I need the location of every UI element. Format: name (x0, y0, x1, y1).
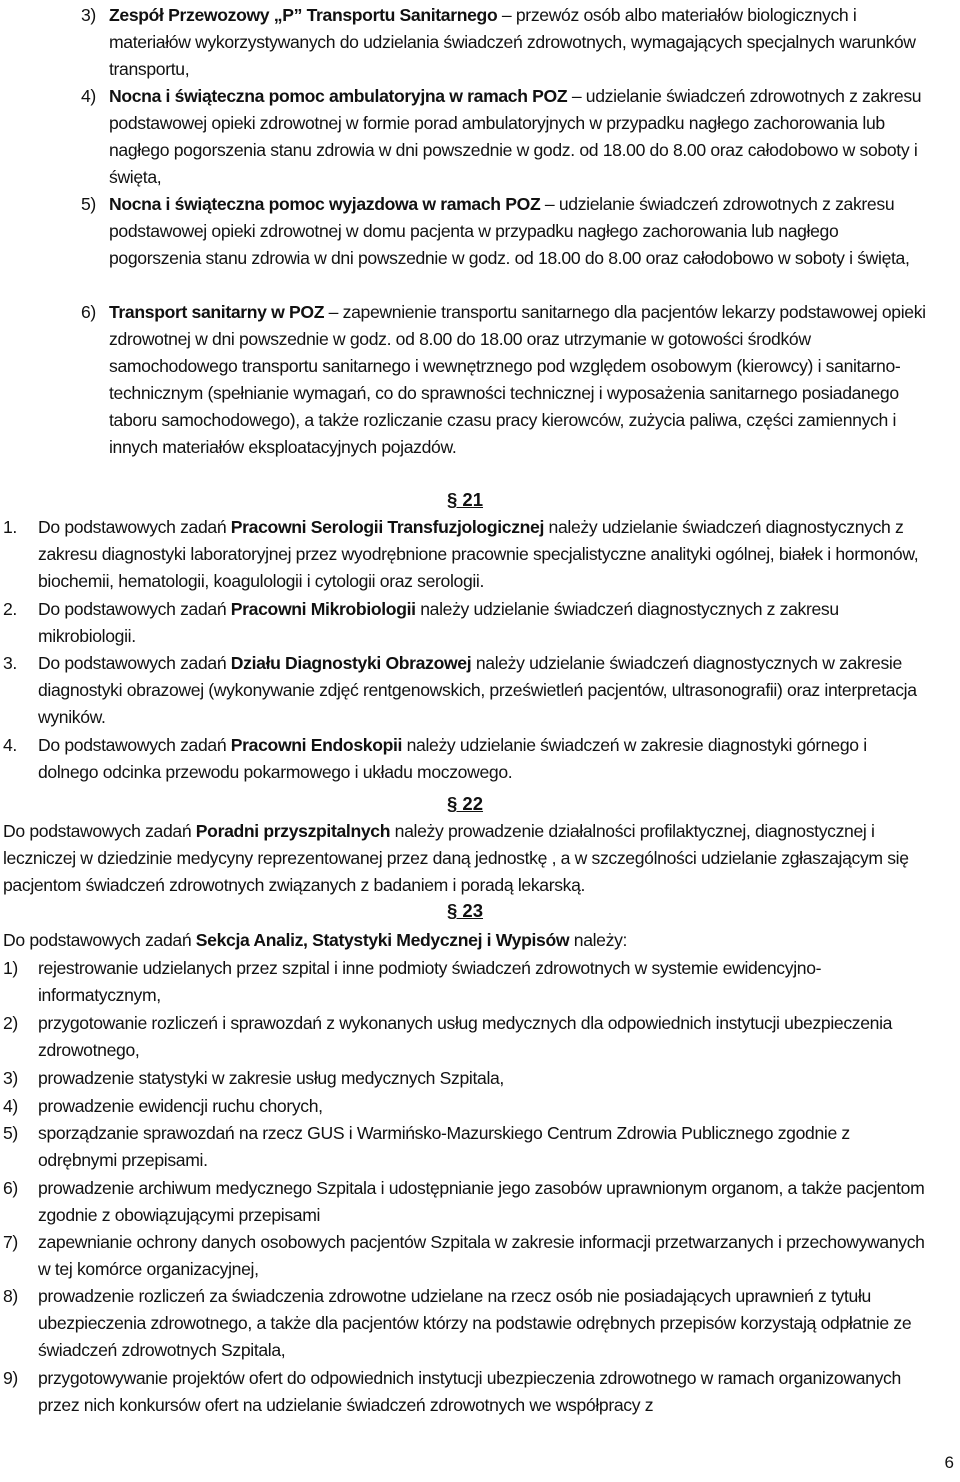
bold-term: Działu Diagnostyki Obrazowej (230, 653, 472, 673)
section-22-paragraph (3, 818, 930, 899)
paragraph-text (3, 927, 930, 954)
list-item (37, 83, 929, 191)
item-number: 5) (81, 194, 96, 214)
item-number: 9) (3, 1368, 18, 1388)
text-run: sporządzanie sprawozdań na rzecz GUS i Warmińsko-Mazurskiego Centrum Zdrowia Publicznego zgodnie z odrębnymi przepisami. (38, 1123, 850, 1171)
item-text (38, 1010, 930, 1064)
item-text (38, 955, 930, 1009)
list-item (3, 1093, 930, 1120)
item-number: 2) (3, 1013, 18, 1033)
list-item (3, 1229, 930, 1283)
list-item (3, 1283, 930, 1364)
text-run: przygotowanie rozliczeń i sprawozdań z wykonanych usług medycznych dla odpowiednich instytucji ubezpieczenia zdrowotnego, (38, 1013, 893, 1061)
item-text (38, 1093, 930, 1120)
item-text (38, 596, 930, 650)
list-item (3, 1010, 930, 1064)
page-number: 6 (944, 1453, 954, 1472)
text-run: rejestrowanie udzielanych przez szpital i inne podmioty świadczeń zdrowotnych w systemie ewidencyjno-informatycznym, (38, 958, 822, 1006)
text-run: prowadzenie statystyki w zakresie usług medycznych Szpitala, (38, 1068, 504, 1088)
item-text (38, 650, 930, 731)
item-text (38, 1365, 930, 1419)
text-run: – przewóz osób albo materiałów biologicznych i materiałów wykorzystywanych do udzielania świadczeń zdrowotnych, wymagających specjalnych warunków transportu, (109, 5, 916, 80)
list-item (3, 955, 930, 1009)
bold-term: Nocna i świąteczna pomoc wyjazdowa w ramach POZ (109, 194, 541, 214)
bold-term: Pracowni Serologii Transfuzjologicznej (230, 517, 545, 537)
section-heading-21: § 21 (447, 489, 484, 510)
text-run: należy: (569, 930, 628, 950)
paragraph-text (3, 818, 930, 899)
item-number: 6) (81, 302, 96, 322)
text-run: – udzielanie świadczeń zdrowotnych z zakresu podstawowej opieki zdrowotnej w domu pacjenta w przypadku nagłego zachorowania lub nagłego pogorszenia stanu zdrowia w dni powszednie w godz. od 18.00 do 8.00 oraz całodobowo w soboty i święta, (109, 194, 910, 269)
list-item (37, 299, 929, 462)
text-run: należy prowadzenie działalności profilaktycznej, diagnostycznej i leczniczej w dziedzinie medycyny reprezentowanej przez daną jednostkę , a w szczególności udzielanie zgłaszającym się pacjentom świadczeń zdrowotnych związanych z badaniem i poradą lekarską. (3, 821, 909, 896)
text-run: przygotowywanie projektów ofert do odpowiednich instytucji ubezpieczenia zdrowotnego w ramach organizowanych przez nich konkursów ofert na udzielanie świadczeń zdrowotnych we współpracy z (38, 1368, 901, 1416)
item-number: 4. (3, 735, 17, 755)
list-item (3, 650, 930, 731)
bold-term: Pracowni Mikrobiologii (230, 599, 416, 619)
text-run: Do podstawowych zadań (38, 517, 231, 537)
text-run: Do podstawowych zadań (38, 653, 231, 673)
section-heading-22: § 22 (447, 793, 484, 814)
text-run: prowadzenie ewidencji ruchu chorych, (38, 1096, 323, 1116)
item-text (38, 1065, 930, 1092)
bold-term: Sekcja Analiz, Statystyki Medycznej i Wypisów (195, 930, 570, 950)
section-23-intro (3, 927, 930, 954)
bold-term: Zespół Przewozowy „P” Transportu Sanitarnego (109, 5, 498, 25)
text-run: – udzielanie świadczeń zdrowotnych z zakresu podstawowej opieki zdrowotnej w formie porad ambulatoryjnych w przypadku nagłego zachorowania lub nagłego pogorszenia stanu zdrowia w dni powszednie w godz. od 18.00 do 8.00 oraz całodobowo w soboty i święta, (109, 86, 922, 188)
item-number: 4) (3, 1096, 18, 1116)
text-run: należy udzielanie świadczeń diagnostycznych w zakresie diagnostyki obrazowej (wykonywanie zdjęć rentgenowskich, prześwietleń pacjentów, ultrasonografii) oraz interpretacja wyników. (38, 653, 917, 728)
list-item (3, 1065, 930, 1092)
item-text (109, 2, 929, 83)
item-text (109, 191, 929, 272)
text-run: należy udzielanie świadczeń w zakresie diagnostyki górnego i dolnego odcinka przewodu pokarmowego i układu moczowego. (38, 735, 867, 783)
text-run: należy udzielanie świadczeń diagnostycznych z zakresu diagnostyki laboratoryjnej przez wyodrębnione pracownie specjalistyczne analityki ogólnej, białek i hormonów, biochemii, hematologii, koagulologii i cytologii oraz serologii. (38, 517, 919, 592)
item-number: 7) (3, 1232, 18, 1252)
item-text (38, 1229, 930, 1283)
list-item (37, 2, 929, 83)
item-number: 1. (3, 517, 17, 537)
text-run: prowadzenie rozliczeń za świadczenia zdrowotne udzielane na rzecz osób nie posiadających uprawnień z tytułu ubezpieczenia zdrowotnego, a także dla pacjentów którzy na podstawie odrębnych przepisów korzystają odpłatnie ze świadczeń zdrowotnych Szpitala, (38, 1286, 912, 1361)
item-text (38, 1175, 930, 1229)
item-text (109, 83, 929, 191)
text-run: należy udzielanie świadczeń diagnostycznych z zakresu mikrobiologii. (38, 599, 839, 647)
item-text (38, 514, 930, 595)
text-run: – zapewnienie transportu sanitarnego dla pacjentów lekarzy podstawowej opieki zdrowotnej w dni powszednie w godz. od 8.00 do 18.00 oraz utrzymanie w gotowości środków samochodowego transportu sanitarnego i wewnętrznego pod względem osobowym (kierowcy) i sanitarno-technicznym (spełnianie wymagań, co do sprawności technicznej i wyposażenia sanitarnego posiadanego taboru samochodowego), a także rozliczanie czasu pracy kierowców, zużycia paliwa, części zamiennych i innych materiałów eksploatacyjnych pojazdów. (109, 302, 926, 458)
item-number: 3. (3, 653, 17, 673)
list-item (3, 596, 930, 650)
item-text (38, 732, 930, 786)
item-text (38, 1283, 930, 1364)
list-item (37, 191, 929, 272)
list-item (3, 1175, 930, 1229)
bold-term: Transport sanitarny w POZ (109, 302, 325, 322)
item-number: 6) (3, 1178, 18, 1198)
item-number: 1) (3, 958, 18, 978)
item-number: 4) (81, 86, 96, 106)
list-item (3, 732, 930, 786)
text-run: Do podstawowych zadań (3, 930, 196, 950)
item-number: 3) (81, 5, 96, 25)
text-run: prowadzenie archiwum medycznego Szpitala i udostępnianie jego zasobów uprawnionym organom, a także pacjentom zgodnie z obowiązującymi przepisami (38, 1178, 925, 1226)
item-number: 3) (3, 1068, 18, 1088)
text-run: Do podstawowych zadań (3, 821, 196, 841)
list-item (3, 1120, 930, 1174)
item-number: 2. (3, 599, 17, 619)
text-run: zapewnianie ochrony danych osobowych pacjentów Szpitala w zakresie informacji przetwarzanych i przechowywanych w tej komórce organizacyjnej, (38, 1232, 925, 1280)
item-number: 5) (3, 1123, 18, 1143)
section-heading-23: § 23 (447, 900, 484, 921)
bold-term: Nocna i świąteczna pomoc ambulatoryjna w ramach POZ (109, 86, 568, 106)
list-item (3, 1365, 930, 1419)
text-run: Do podstawowych zadań (38, 735, 231, 755)
list-item (3, 514, 930, 595)
bold-term: Poradni przyszpitalnych (195, 821, 391, 841)
text-run: Do podstawowych zadań (38, 599, 231, 619)
item-number: 8) (3, 1286, 18, 1306)
item-text (109, 299, 929, 462)
item-text (38, 1120, 930, 1174)
bold-term: Pracowni Endoskopii (230, 735, 403, 755)
